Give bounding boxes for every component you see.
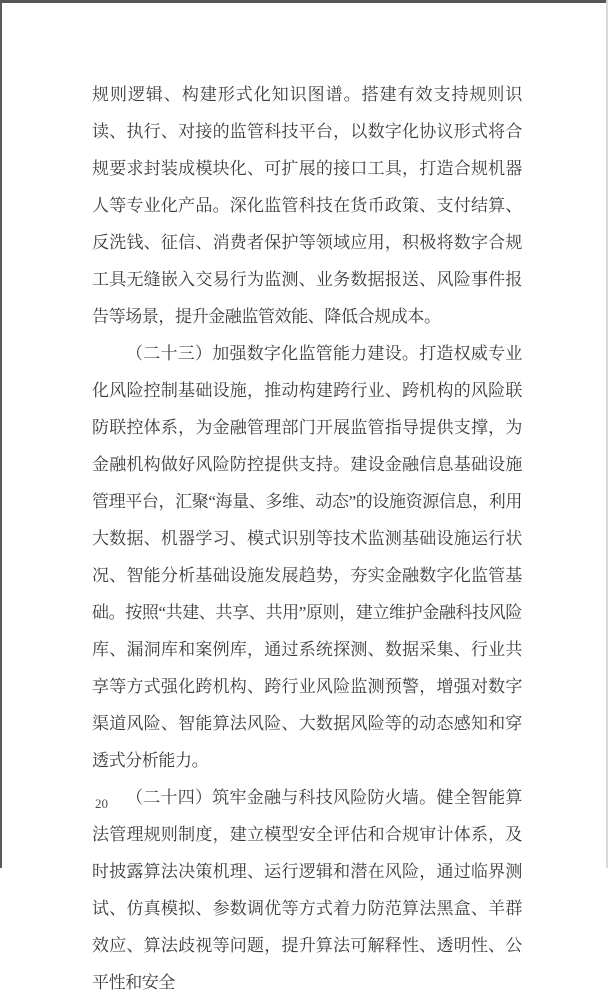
paragraph-section-24: （二十四）筑牢金融与科技风险防火墙。健全智能算法管理规则制度，建立模型安全评估和合规审计体系，及时披露算法决策机理、运行逻辑和潜在风险，通过临界测试、仿真模拟、参数调优等方式着力防范算法黑盒、羊群效应、算法歧视等问题，提升算法可解释性、透明性、公平性和安全 [92, 788, 522, 992]
paragraph-section-23: （二十三）加强数字化监管能力建设。打造权威专业化风险控制基础设施，推动构建跨行业、跨机构的风险联防联控体系，为金融管理部门开展监管指导提供支撑，为金融机构做好风险防控提供支持。建设金融信息基础设施管理平台，汇聚“海量、多维、动态”的设施资源信息，利用大数据、机器学习、模式识别等技术监测基础设施运行状况、智能分析基础设施发展趋势，夯实金融数字化监管基础。按照“共建、共享、共用”原则，建立维护金融科技风险库、漏洞库和案例库，通过系统探测、数据采集、行业共享等方式强化跨机构、跨行业风险监测预警，增强对数字渠道风险、智能算法风险、大数据风险等的动态感知和穿透式分析能力。 [92, 344, 522, 770]
page-number: 20 [95, 796, 108, 811]
paragraph-regtech-continuation: 规则逻辑、构建形式化知识图谱。搭建有效支持规则识读、执行、对接的监管科技平台，以数字化协议形式将合规要求封装成模块化、可扩展的接口工具，打造合规机器人等专业化产品。深化监管科技在货币政策、支付结算、反洗钱、征信、消费者保护等领域应用，积极将数字合规工具无缝嵌入交易行为监测、业务数据报送、风险事件报告等场景，提升金融监管效能、降低合规成本。 [92, 85, 522, 326]
body-text [92, 76, 522, 1001]
scan-top-edge [0, 0, 608, 3]
scan-left-edge [0, 0, 2, 868]
